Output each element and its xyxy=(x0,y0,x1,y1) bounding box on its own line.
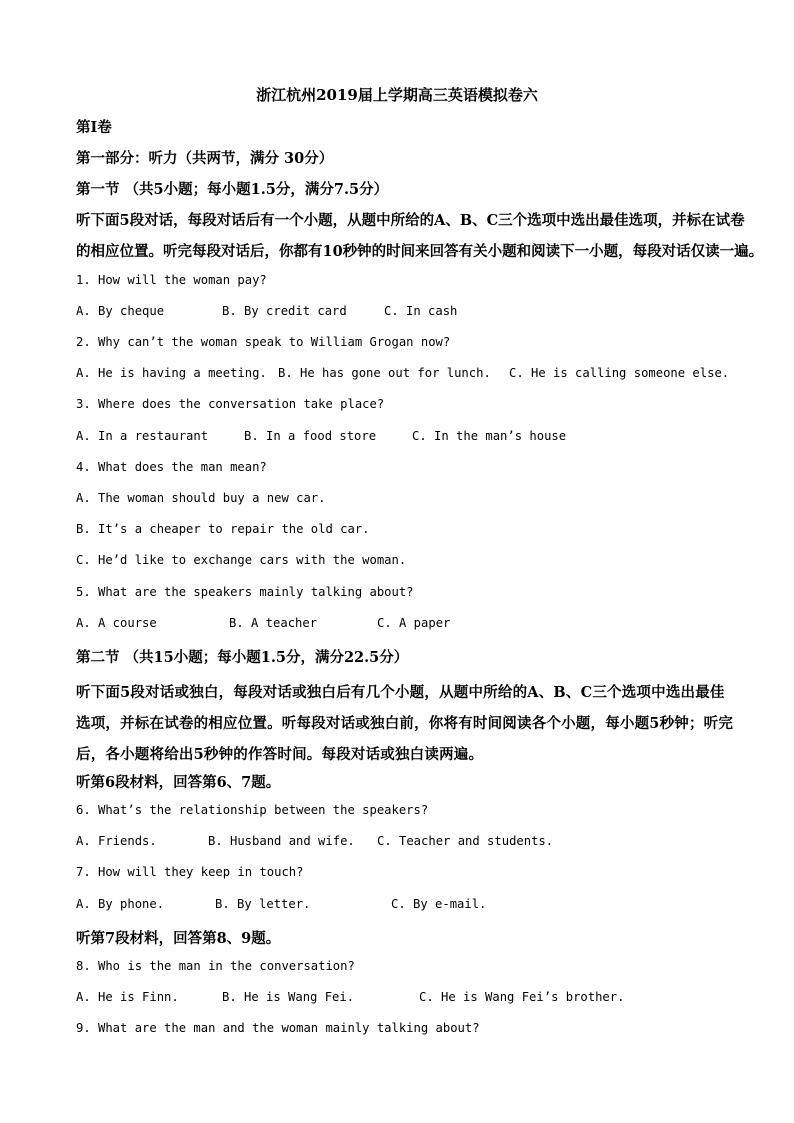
q1-option-c: C. In cash xyxy=(384,304,458,318)
question-4: 4. What does the man mean? xyxy=(76,460,267,474)
q6-option-b: B. Husband and wife. xyxy=(208,834,355,848)
section2-heading: 第二节 （共15小题；每小题1.5分，满分22.5分） xyxy=(76,649,409,666)
q7-option-a: A. By phone. xyxy=(76,897,165,911)
material-7-heading: 听第7段材料，回答第8、9题。 xyxy=(76,930,281,947)
q4-option-a: A. The woman should buy a new car. xyxy=(76,491,326,505)
page-title: 浙江杭州2019届上学期高三英语模拟卷六 xyxy=(256,86,538,104)
q1-option-b: B. By credit card xyxy=(222,304,347,318)
material-6-heading: 听第6段材料，回答第6、7题。 xyxy=(76,774,281,791)
question-5: 5. What are the speakers mainly talking about? xyxy=(76,585,414,599)
question-7: 7. How will they keep in touch? xyxy=(76,865,304,879)
q3-option-a: A. In a restaurant xyxy=(76,429,209,443)
question-2: 2. Why can’t the woman speak to William Grogan now? xyxy=(76,335,451,349)
q8-option-b: B. He is Wang Fei. xyxy=(222,990,355,1004)
q7-option-b: B. By letter. xyxy=(215,897,311,911)
q2-option-b: B. He has gone out for lunch. xyxy=(278,366,491,380)
question-6: 6. What’s the relationship between the speakers? xyxy=(76,803,429,817)
q5-option-b: B. A teacher xyxy=(229,616,318,630)
q8-option-c: C. He is Wang Fei’s brother. xyxy=(419,990,625,1004)
question-1: 1. How will the woman pay? xyxy=(76,273,267,287)
section2-instruction: 听下面5段对话或独白，每段对话或独白后有几个小题，从题中所给的A、B、C三个选项中选出最佳选项，并标在试卷的相应位置。听每段对话或独白前，你将有时间阅读各个小题，每小题5秒钟；听完后，各小题将给出5秒钟的作答时间。每段对话或独白读两遍。 xyxy=(76,684,734,763)
q6-option-a: A. Friends. xyxy=(76,834,157,848)
question-8: 8. Who is the man in the conversation? xyxy=(76,959,355,973)
q5-option-c: C. A paper xyxy=(377,616,451,630)
part-heading: 第一部分：听力（共两节，满分 30分） xyxy=(76,150,334,167)
q3-option-c: C. In the man’s house xyxy=(412,429,567,443)
q7-option-c: C. By e-mail. xyxy=(391,897,487,911)
q6-option-c: C. Teacher and students. xyxy=(377,834,554,848)
volume-label: 第Ⅰ卷 xyxy=(76,119,112,136)
section1-instruction-line2: 的相应位置。听完每段对话后，你都有10秒钟的时间来回答有关小题和阅读下一小题，每段对话仅读一遍。 xyxy=(76,243,764,260)
question-3: 3. Where does the conversation take place? xyxy=(76,397,385,411)
q5-option-a: A. A course xyxy=(76,616,157,630)
section1-heading: 第一节 （共5小题；每小题1.5分，满分7.5分） xyxy=(76,181,389,198)
q8-option-a: A. He is Finn. xyxy=(76,990,179,1004)
question-9: 9. What are the man and the woman mainly talking about? xyxy=(76,1021,480,1035)
q2-option-c: C. He is calling someone else. xyxy=(509,366,730,380)
q4-option-b: B. It’s a cheaper to repair the old car. xyxy=(76,522,370,536)
section1-instruction-line1: 听下面5段对话，每段对话后有一个小题，从题中所给的A、B、C三个选项中选出最佳选项，并标在试卷 xyxy=(76,212,745,229)
q2-option-a: A. He is having a meeting. xyxy=(76,366,267,380)
q3-option-b: B. In a food store xyxy=(244,429,377,443)
q4-option-c: C. He’d like to exchange cars with the woman. xyxy=(76,553,407,567)
q1-option-a: A. By cheque xyxy=(76,304,165,318)
